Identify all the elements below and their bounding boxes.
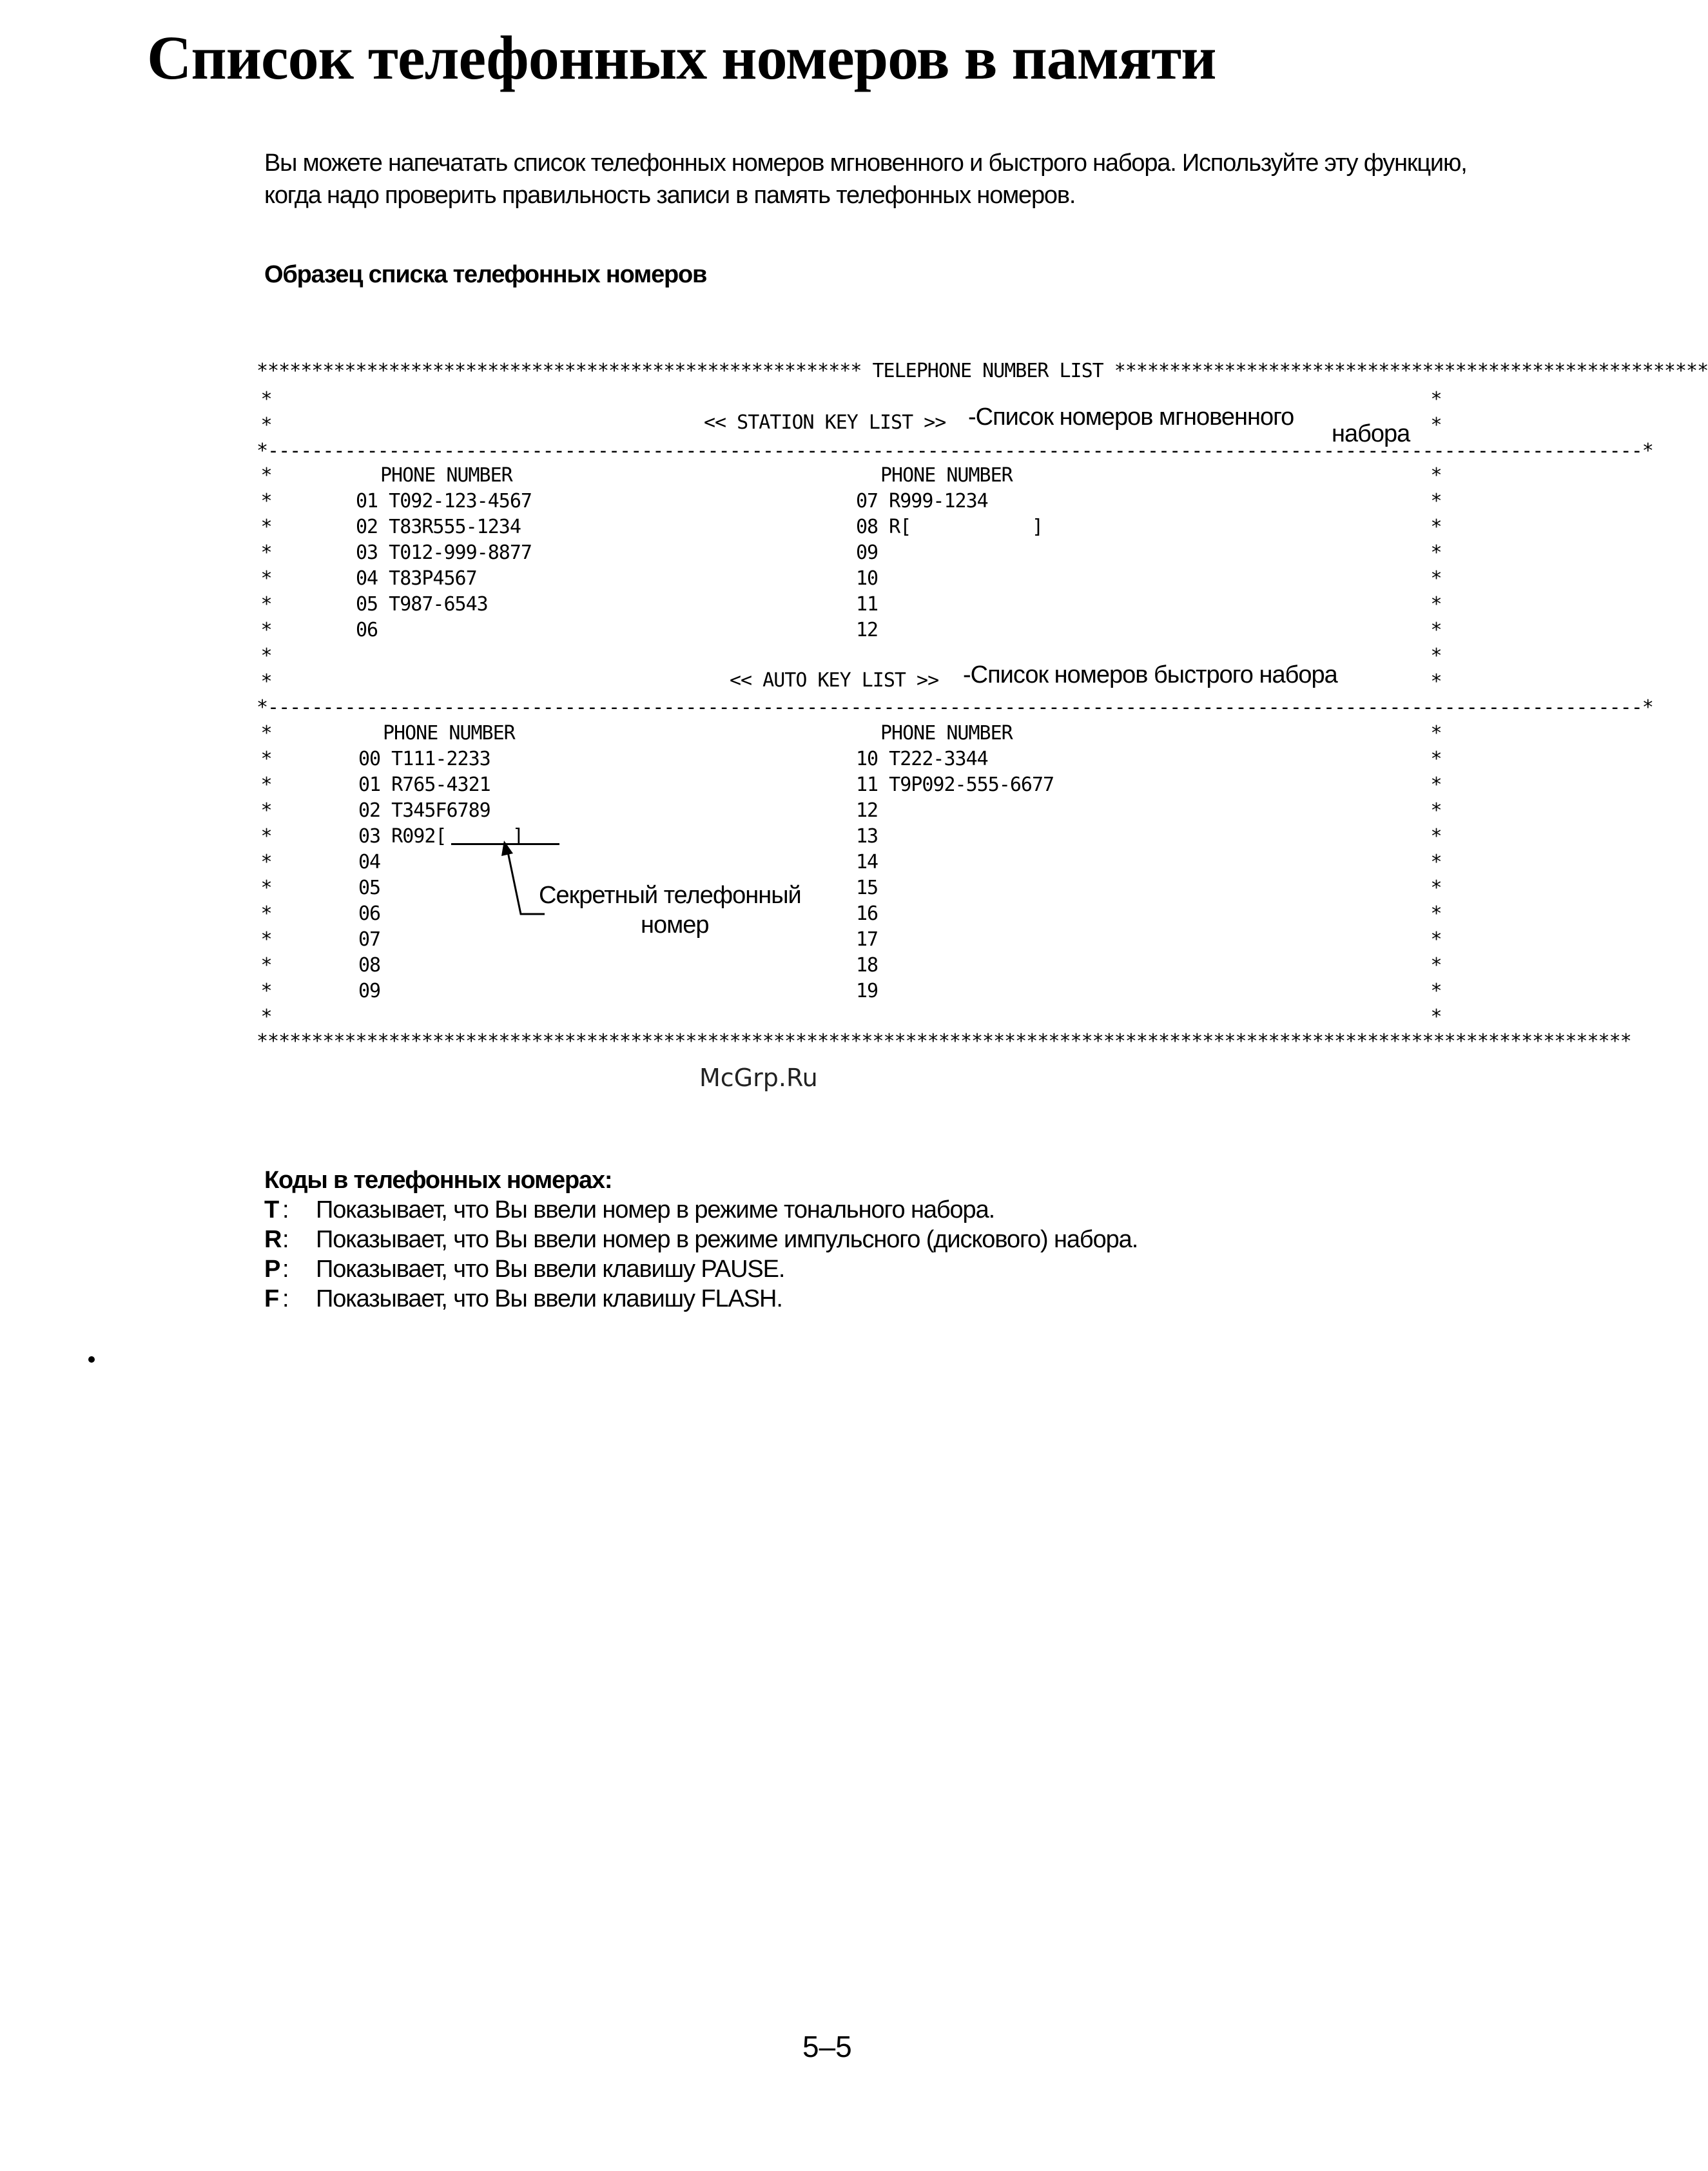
auto-key-list-header: << AUTO KEY LIST >> bbox=[730, 669, 939, 692]
code-description: Показывает, что Вы ввели клавишу FLASH. bbox=[316, 1285, 782, 1312]
bullet-dot bbox=[88, 1356, 95, 1363]
right-border-star: * bbox=[1430, 593, 1442, 616]
page-title: Список телефонных номеров в памяти bbox=[147, 23, 1216, 92]
right-border-star: * bbox=[1430, 516, 1442, 538]
right-border-star: * bbox=[1430, 851, 1442, 873]
page-number: 5–5 bbox=[802, 2030, 852, 2063]
list-item: 12 bbox=[856, 799, 878, 822]
right-border-star: * bbox=[1430, 1006, 1442, 1028]
left-border-star: * bbox=[260, 464, 272, 487]
list-item: 02 T345F6789 bbox=[358, 799, 490, 822]
list-item: 10 bbox=[856, 567, 878, 590]
code-description: Показывает, что Вы ввели номер в режиме тонального набора. bbox=[316, 1196, 995, 1223]
top-stars-left: ******************************************************* bbox=[257, 360, 873, 382]
code-letter: P bbox=[264, 1256, 281, 1283]
left-border-star: * bbox=[260, 877, 272, 899]
right-border-star: * bbox=[1430, 902, 1442, 925]
left-border-star: * bbox=[260, 619, 272, 641]
list-item: 11 T9P092-555-6677 bbox=[856, 774, 1054, 796]
left-border-star: * bbox=[260, 567, 272, 590]
divider-line: *-----------------------------------------------------------------------------------------------------------------------------* bbox=[257, 440, 1653, 462]
left-border-star: * bbox=[260, 825, 272, 848]
list-item: 15 bbox=[856, 877, 878, 899]
right-border-star: * bbox=[1430, 877, 1442, 899]
right-border-star: * bbox=[1430, 774, 1442, 796]
printout-title: TELEPHONE NUMBER LIST bbox=[872, 360, 1103, 382]
right-border-star: * bbox=[1430, 567, 1442, 590]
list-item: 07 R999-1234 bbox=[856, 490, 988, 512]
code-letter: T bbox=[264, 1196, 280, 1223]
right-border-star: * bbox=[1430, 645, 1442, 667]
right-border-star: * bbox=[1430, 954, 1442, 977]
code-colon: : bbox=[282, 1256, 289, 1283]
code-description: Показывает, что Вы ввели клавишу PAUSE. bbox=[316, 1256, 785, 1283]
left-border-star: * bbox=[260, 541, 272, 564]
list-item: 06 bbox=[356, 619, 378, 641]
list-item: 05 T987-6543 bbox=[356, 593, 488, 616]
right-border-star: * bbox=[1430, 464, 1442, 487]
secret-number-note-continued: номер bbox=[641, 911, 709, 939]
right-border-star: * bbox=[1430, 928, 1442, 951]
auto-col-header-right: PHONE NUMBER bbox=[880, 722, 1013, 745]
top-stars-right: ****************************************************** bbox=[1103, 360, 1708, 382]
code-colon: : bbox=[282, 1196, 289, 1223]
left-border-star: * bbox=[260, 928, 272, 951]
left-border-star: * bbox=[260, 645, 272, 667]
divider-line: *-----------------------------------------------------------------------------------------------------------------------------* bbox=[257, 696, 1653, 719]
list-item: 03 T012-999-8877 bbox=[356, 541, 532, 564]
right-border-star: * bbox=[1430, 414, 1442, 436]
right-border-star: * bbox=[1430, 748, 1442, 770]
list-item: 03 R092[ ] bbox=[358, 825, 523, 848]
list-item: 01 T092-123-4567 bbox=[356, 490, 532, 512]
printout-bottom-border: ***************************************************************************************************************************** bbox=[257, 1030, 1631, 1053]
left-border-star: * bbox=[260, 388, 272, 411]
list-item: 10 T222-3344 bbox=[856, 748, 988, 770]
left-border-star: * bbox=[260, 954, 272, 977]
list-item: 19 bbox=[856, 980, 878, 1002]
left-border-star: * bbox=[260, 1006, 272, 1028]
left-border-star: * bbox=[260, 902, 272, 925]
list-item: 08 bbox=[358, 954, 381, 977]
list-item: 04 bbox=[358, 851, 381, 873]
left-border-star: * bbox=[260, 980, 272, 1002]
secret-number-note: Секретный телефонный bbox=[539, 882, 801, 909]
right-border-star: * bbox=[1430, 490, 1442, 512]
list-item: 07 bbox=[358, 928, 381, 951]
station-col-header-right: PHONE NUMBER bbox=[880, 464, 1013, 487]
code-letter: R bbox=[264, 1226, 282, 1253]
right-border-star: * bbox=[1430, 541, 1442, 564]
code-letter: F bbox=[264, 1285, 280, 1312]
auto-col-header-left: PHONE NUMBER bbox=[383, 722, 515, 745]
right-border-star: * bbox=[1430, 722, 1442, 745]
list-item: 14 bbox=[856, 851, 878, 873]
auto-list-note: -Список номеров быстрого набора bbox=[963, 661, 1337, 688]
right-border-star: * bbox=[1430, 825, 1442, 848]
right-border-star: * bbox=[1430, 670, 1442, 693]
left-border-star: * bbox=[260, 774, 272, 796]
codes-heading: Коды в телефонных номерах: bbox=[264, 1167, 612, 1194]
right-border-star: * bbox=[1430, 980, 1442, 1002]
sample-heading: Образец списка телефонных номеров bbox=[264, 261, 707, 288]
left-border-star: * bbox=[260, 748, 272, 770]
station-col-header-left: PHONE NUMBER bbox=[380, 464, 512, 487]
right-border-star: * bbox=[1430, 799, 1442, 822]
left-border-star: * bbox=[260, 799, 272, 822]
left-border-star: * bbox=[260, 593, 272, 616]
list-item: 04 T83P4567 bbox=[356, 567, 477, 590]
station-list-note: -Список номеров мгновенного bbox=[968, 404, 1294, 431]
left-border-star: * bbox=[260, 516, 272, 538]
list-item: 12 bbox=[856, 619, 878, 641]
left-border-star: * bbox=[260, 851, 272, 873]
left-border-star: * bbox=[260, 490, 272, 512]
list-item: 09 bbox=[856, 541, 878, 564]
left-border-star: * bbox=[260, 670, 272, 693]
list-item: 11 bbox=[856, 593, 878, 616]
right-border-star: * bbox=[1430, 619, 1442, 641]
left-border-star: * bbox=[260, 722, 272, 745]
list-item: 13 bbox=[856, 825, 878, 848]
code-colon: : bbox=[282, 1226, 289, 1253]
list-item: 06 bbox=[358, 902, 381, 925]
list-item: 08 R[ ] bbox=[856, 516, 1043, 538]
station-key-list-header: << STATION KEY LIST >> bbox=[704, 411, 946, 434]
list-item: 05 bbox=[358, 877, 381, 899]
list-item: 01 R765-4321 bbox=[358, 774, 490, 796]
list-item: 16 bbox=[856, 902, 878, 925]
list-item: 09 bbox=[358, 980, 381, 1002]
left-border-star: * bbox=[260, 414, 272, 436]
list-item: 18 bbox=[856, 954, 878, 977]
station-list-note-continued: набора bbox=[1332, 420, 1410, 447]
printout-top-border bbox=[257, 358, 1708, 384]
list-item: 02 T83R555-1234 bbox=[356, 516, 521, 538]
code-description: Показывает, что Вы ввели номер в режиме импульсного (дискового) набора. bbox=[316, 1226, 1138, 1253]
watermark: McGrp.Ru bbox=[699, 1064, 818, 1092]
intro-paragraph: Вы можете напечатать список телефонных номеров мгновенного и быстрого набора. Используйте эту функцию, когда надо проверить правильность записи в память телефонных номеров. bbox=[264, 150, 1467, 209]
list-item: 00 T111-2233 bbox=[358, 748, 490, 770]
list-item: 17 bbox=[856, 928, 878, 951]
code-colon: : bbox=[282, 1285, 289, 1312]
right-border-star: * bbox=[1430, 388, 1442, 411]
